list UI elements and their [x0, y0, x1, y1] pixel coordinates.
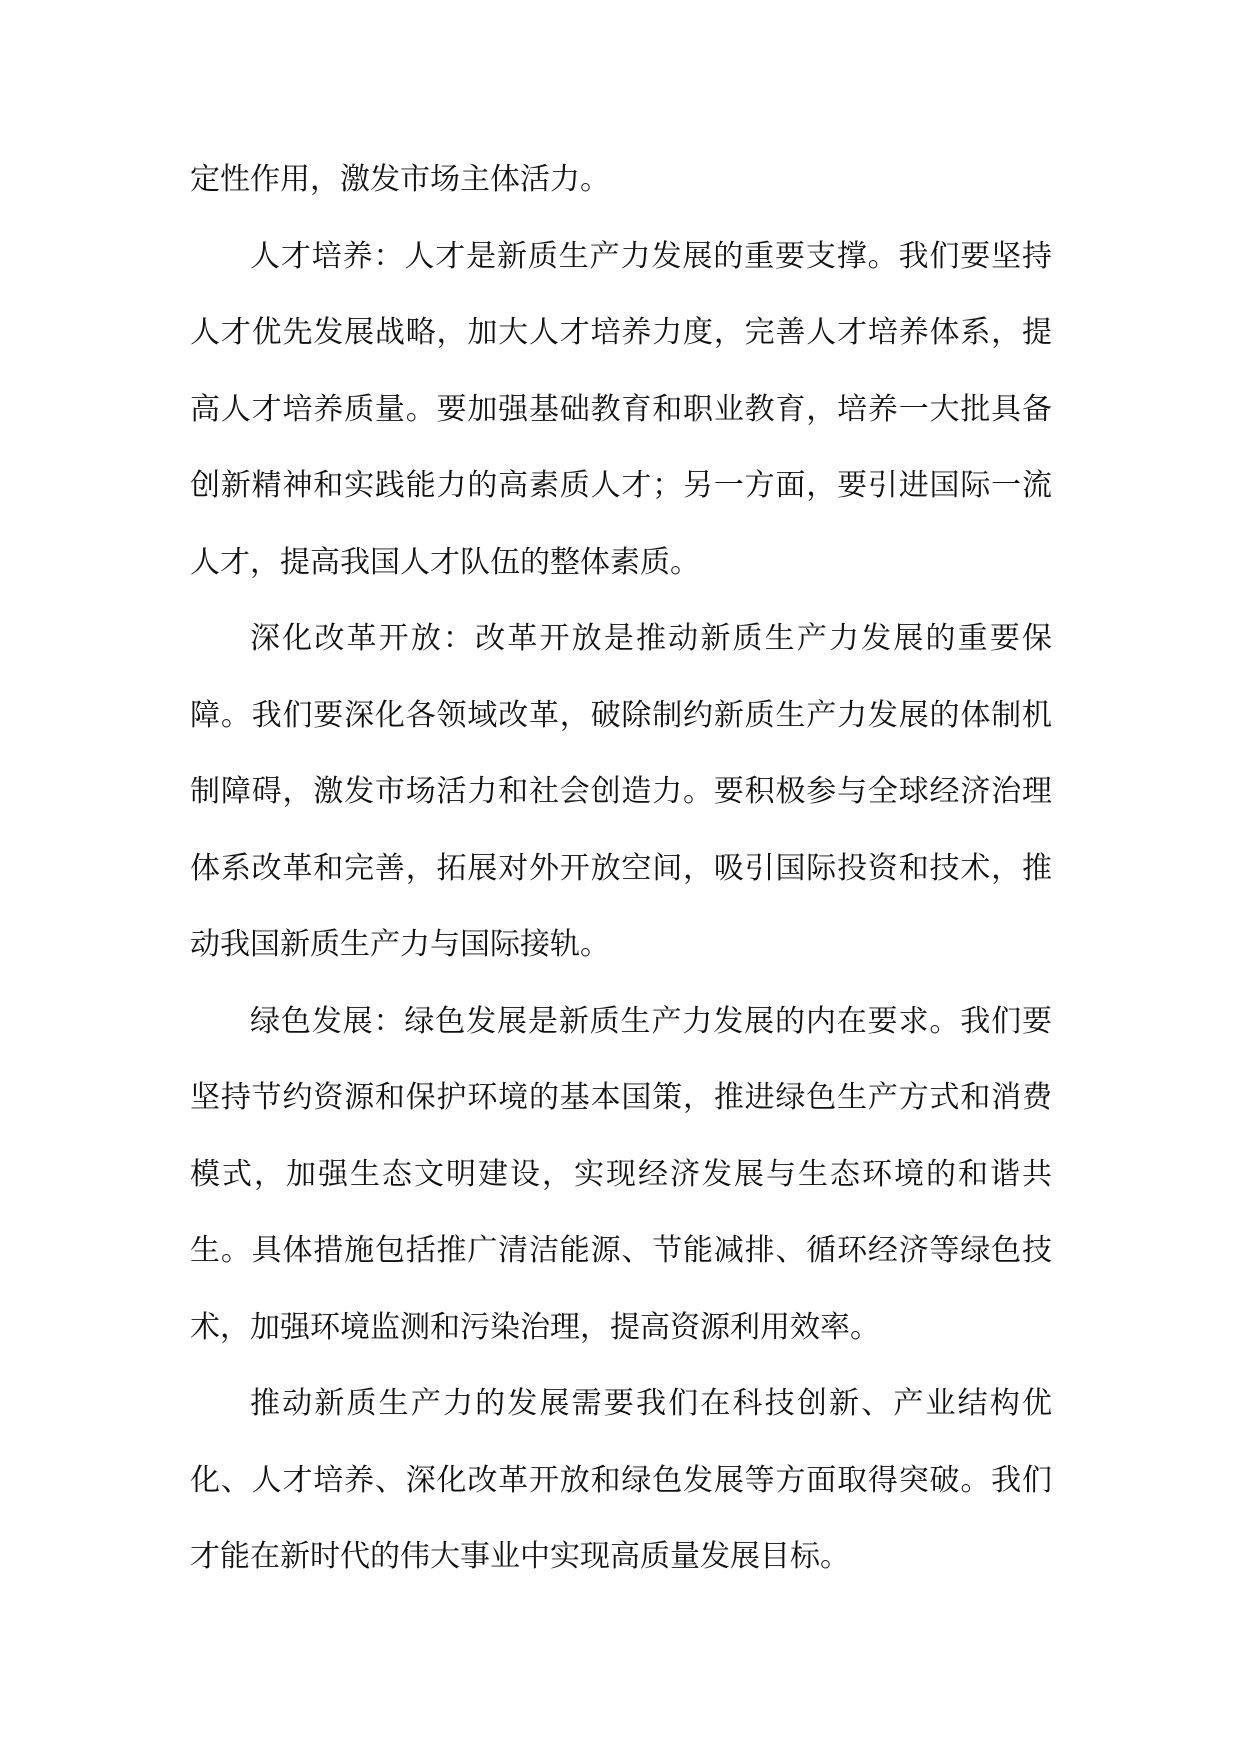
body-text: [190, 142, 1052, 1596]
paragraph-reform-opening: 深化改革开放：改革开放是推动新质生产力发展的重要保障。我们要深化各领域改革，破除制约新质生产力发展的体制机制障碍，激发市场活力和社会创造力。要积极参与全球经济治理体系改革和完善，拓展对外开放空间，吸引国际投资和技术，推动我国新质生产力与国际接轨。: [190, 621, 1052, 962]
paragraph-talent-cultivation: 人才培养：人才是新质生产力发展的重要支撑。我们要坚持人才优先发展战略，加大人才培养力度，完善人才培养体系，提高人才培养质量。要加强基础教育和职业教育，培养一大批具备创新精神和实践能力的高素质人才；另一方面，要引进国际一流人才，提高我国人才队伍的整体素质。: [190, 238, 1052, 580]
paragraph-continuation: 定性作用，激发市场主体活力。: [190, 162, 610, 197]
paragraph-green-development: 绿色发展：绿色发展是新质生产力发展的内在要求。我们要坚持节约资源和保护环境的基本国策，推进绿色生产方式和消费模式，加强生态文明建设，实现经济发展与生态环境的和谐共生。具体措施包括推广清洁能源、节能减排、循环经济等绿色技术，加强环境监测和污染治理，提高资源利用效率。: [190, 1003, 1052, 1345]
paragraph-conclusion: 推动新质生产力的发展需要我们在科技创新、产业结构优化、人才培养、深化改革开放和绿色发展等方面取得突破。我们才能在新时代的伟大事业中实现高质量发展目标。: [190, 1386, 1052, 1574]
